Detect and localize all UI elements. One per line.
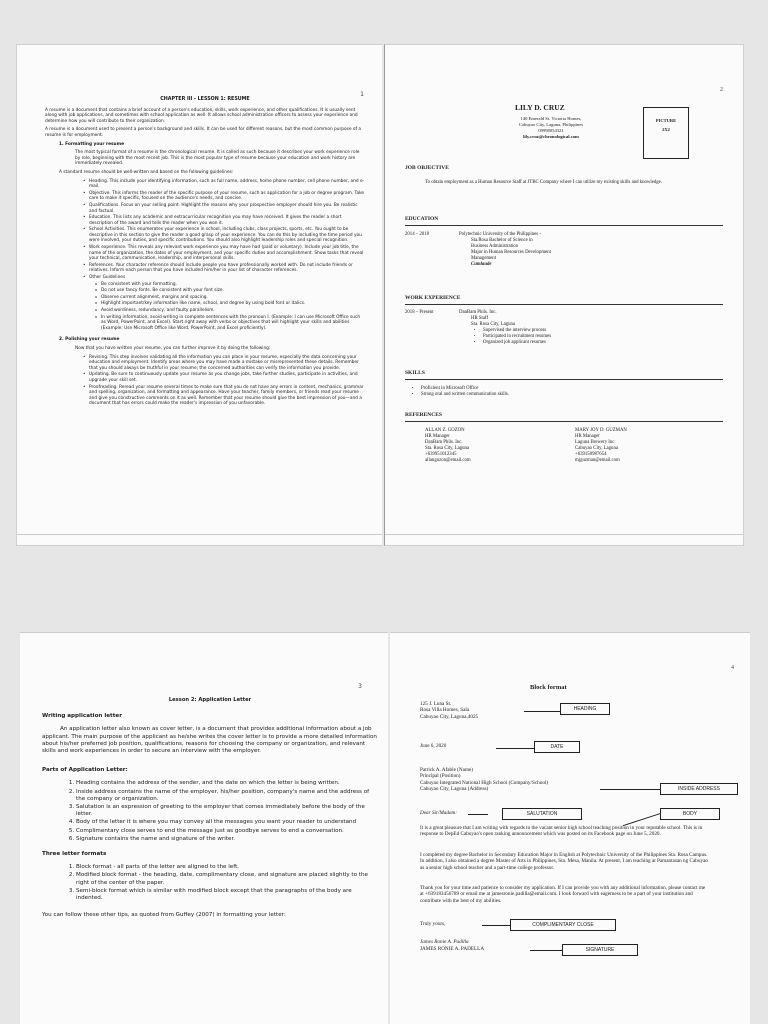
objective-text: To obtain employment as a Human Resource Staff at JTBC Company where I can utilize my existing skills and knowledge. [425, 180, 662, 185]
reference-line: Sta. Rosa City, Laguna [425, 446, 470, 451]
polishing-item: • Proofreading. Reread your resume several times to make sure that you do not have any errors in content, mechanics, grammar and spelling, organization, and formatting and appearance. Have your teacher, family members, or friends read your resume and give you constructive comments on it as well. Remember that your resume should give the best impression of you—and a document that has errors could make the reader's impression of you unfavorable. [89, 385, 365, 407]
skill-item: • Proficient in Microsoft Office [421, 386, 661, 392]
education-line: Sta.Rosa Bachelor of Science in [471, 238, 533, 243]
lesson-title: CHAPTER III - LESSON 1: RESUME [160, 97, 250, 102]
page-number: 2 [720, 87, 723, 93]
guideline-item: • Education. This lists any academic and extracurricular recognition you may have received. It gives the reader a short description of the award and tells the reader when you won it. [89, 215, 365, 226]
part-item: 5. Complimentary close serves to end the message just as goodbye serves to end a conversation. [76, 828, 378, 835]
heading-parts: Parts of Application Letter: [42, 767, 128, 774]
body-paragraph-3: Thank you for your time and patience to consider my application. If I can provide you with any additional information, please contact me at +639183456789 or email me at jamesronie.padilla@email.com. I look forward with eagerness to be a part of your institution and contribute with the best of my abilities. [420, 885, 706, 904]
heading-formats: Three letter formats [42, 851, 107, 858]
page-1-resume-lesson [16, 44, 382, 546]
education-details [459, 232, 659, 268]
parts-list [42, 780, 378, 843]
picture-box [643, 107, 689, 159]
reference-line: ALLAN Z. GOZON [425, 428, 465, 433]
reference-line: allangozon@email.com [425, 458, 471, 463]
reference-line: HR Manager [425, 434, 450, 439]
section-rule [405, 225, 723, 226]
page-divider [17, 534, 382, 535]
guidelines-intro: A standard resume should be well-written and based on the following guidelines: [59, 169, 234, 175]
inside-address-line: Cabuyao Integrated National High School (Company/School) [420, 779, 549, 786]
lesson-title: Lesson 2: Application Letter [168, 697, 252, 703]
inside-address-line: Patrick A. Afable (Name) [420, 767, 474, 773]
education-years: 2014 – 2018 [405, 232, 429, 237]
inside-address-line: Principal (Position) [420, 773, 461, 780]
page-2-sample-resume [384, 44, 744, 546]
education-line: Major in Human Resources Development [471, 250, 551, 255]
other-guideline-item: o Observe current alignment, margins and spacing. [101, 295, 365, 301]
body-paragraph-1: It is a great pleasure that I am writing with regards to the vacant senior high school teaching position in your reputable school. This is in response to DepEd Cabuyao's open ranking announcement which was posted on its Facebook page on June 5, 2020. [420, 825, 703, 838]
label-salutation: SALUTATION [502, 808, 582, 820]
resume-name: LILY D. CRUZ [515, 103, 565, 112]
work-years: 2018 – Present [405, 310, 434, 315]
reference-1 [425, 428, 545, 464]
sample-title: Block format [530, 684, 567, 691]
guideline-item: • Objective. This informs the reader of the specific purpose of your resume, such as application for a job or degree program. Take care to make it specific, focused on the audience's needs, and concise. [89, 191, 365, 202]
heading-writing-application-letter: Writing application letter [42, 713, 122, 720]
work-duties [459, 328, 659, 346]
page-3-application-letter-lesson [20, 632, 388, 1024]
work-line: DanBam Phils. Inc. [459, 310, 497, 315]
education-heading: EDUCATION [405, 216, 439, 222]
polishing-item: • Revising. This step involves validating all the information you can place in your resume, especially the data concerning your education and employment. Identify areas where you may have made a mistake or misrepresented these details. Remember that you should always be truthful in your resume; the concerned authorities can verify the information you provide. [89, 355, 365, 372]
address-line: 125 J. Luna St. [420, 701, 452, 707]
email: lily.cruz@chronological.com [523, 134, 579, 139]
page-number: 4 [731, 665, 734, 671]
body-paragraph-2: I completed my degree Bachelor in Secondary Education Major in English at Polytechnic University of the Philippines Sta. Rosa Campus. In addition, I also obtained a degree Master of Arts in Philippines, Sta. Mesa, Manila. At present, I am teaching at Pamantasan ng Cabuyao as a senior high school teacher and a part-time college professor. [420, 852, 708, 871]
guideline-item: • Qualifications. Focus on your selling point. Highlight the reasons why your prospective employer should hire you. Be realistic and factual. [89, 203, 365, 214]
page-divider [385, 534, 743, 535]
skills-heading: SKILLS [405, 370, 425, 376]
page-number: 1 [360, 91, 364, 98]
section-rule [405, 379, 723, 380]
education-line: Management [471, 256, 497, 261]
reference-line: HR Manager [575, 434, 600, 439]
address-line: Cabuyao City, Laguna, Philippines [518, 122, 584, 127]
address-line: 140 Emerald St. Victoria Homes, [520, 116, 582, 121]
connector-line [530, 950, 562, 951]
education-line: Polytechnic University of the Philippines - [459, 232, 541, 237]
part-item: 6. Signature contains the name and signature of the writer. [76, 836, 378, 843]
reference-2 [575, 428, 695, 464]
work-details [459, 310, 659, 346]
intro-paragraph-2: A resume is a document used to present a person's background and skills. It can be used for different reasons, but the most common purpose of a resume is for employment. [45, 127, 362, 138]
label-heading: HEADING [560, 703, 610, 715]
other-guideline-item: o Highlight important/key information like name, school, and degree by using bold font or italics. [101, 301, 365, 307]
phone: 09998054321 [538, 128, 564, 133]
polishing-item: • Updating. Be sure to continuously update your resume as you change jobs, take further studies, participate in activities, and upgrade your skill set. [89, 372, 365, 383]
other-guideline-item: o Avoid wordiness, redundancy, and faulty parallelism. [101, 308, 365, 314]
reference-line: Cabuyao City, Laguna [575, 446, 618, 451]
references-heading: REFERENCES [405, 412, 442, 418]
section-heading-polishing: 2. Polishing your resume [59, 337, 120, 343]
format-item: 3. Semi-block format which is similar with modified block except that the paragraphs of the body are indented. [76, 888, 378, 902]
other-guideline-item: o In writing information, avoid writing in complete sentences with the pronoun I. (Example: I can use Microsoft Office such as Word, PowerPoint, and Excel). Start right away with verbs or objectives that will highlight your skills and abilities (Example: Use Microsoft Office like Word, PowerPoint, and Excel proficiently). [101, 315, 365, 332]
resume-contact [491, 116, 611, 140]
label-date: DATE [534, 741, 580, 753]
reference-line: Laguna Brewery Inc [575, 440, 615, 445]
work-duty: • Organized job applicant resumes [483, 340, 659, 346]
section-rule [405, 304, 723, 305]
salutation: Dear Sir/Madam: [420, 810, 458, 816]
part-item: 3. Salutation is an expression of greeting to the employer that comes immediately before the body of the letter. [76, 804, 378, 818]
letter-date: June 6, 2020 [420, 743, 447, 749]
connector-line [600, 789, 660, 790]
inside-address-line: Cabuyao City, Laguna (Address) [420, 785, 489, 792]
connector-line [524, 711, 560, 712]
part-item: 4. Body of the letter it is where you may convey all the messages you want your reader to understand [76, 819, 378, 826]
reference-line: MARY JOY D. GUZMAN [575, 428, 627, 433]
sender-address [420, 701, 478, 720]
intro-paragraph: An application letter also known as cover letter, is a document that provides additional information about a job applicant. The main purpose of the applicant as he/she writes the cover letter is to provide a more detailed information about his/her preferred job position, qualifications, reasons for choosing the company or organization, and relevant skills and work experiences in order to secure an interview with the employer. [42, 726, 377, 755]
lesson-body [42, 697, 378, 927]
other-guidelines-list [45, 282, 365, 332]
section-heading-formatting: 1. Formatting your resume [59, 141, 125, 147]
guideline-item: • School Activities. This enumerates your experience in school, including clubs, class projects, sports, etc. You ought to be descriptive in this section to give the reader a good grasp of your experience. You can do this by including the time period you were involved, your duties, and specific contributions. You should also highlight leadership roles and special recognition. [89, 227, 365, 244]
label-complimentary-close: COMPLIMENTARY CLOSE [510, 919, 616, 931]
education-line: Business Administration [471, 244, 519, 249]
other-guideline-item: o Be consistent with your formatting. [101, 282, 365, 288]
work-line: Sta. Rosa City, Laguna [471, 322, 516, 327]
skills-list [411, 386, 661, 398]
skills-items [411, 386, 661, 398]
polishing-paragraph: Now that you have written your resume, you can further improve it by doing the following: [75, 345, 271, 351]
label-body: BODY [660, 808, 720, 820]
picture-size: 2X2 [662, 127, 670, 132]
connector-line [468, 814, 488, 815]
format-item: 2. Modified block format - the heading, date, complimentary close, and signature are placed slightly to the right of the center of the paper. [76, 872, 378, 886]
work-heading: WORK EXPERIENCE [405, 295, 461, 301]
guideline-list [45, 179, 365, 281]
page-4-block-format-sample [390, 632, 750, 1024]
section-rule [405, 421, 723, 422]
work-duty: • Participated in recruitment resumes [483, 334, 659, 340]
connector-line [496, 748, 534, 749]
reference-line: +639951012345 [425, 452, 457, 457]
guideline-item: • Other Guidelines [89, 275, 365, 281]
work-line: HR Staff [471, 316, 489, 321]
address-line: Rosa Villa Homes, Sala [420, 707, 470, 714]
complimentary-close: Truly yours, [420, 921, 446, 927]
part-item: 1. Heading contains the address of the sender, and the date on which the letter is being written. [76, 780, 378, 787]
polishing-list [45, 355, 365, 407]
guideline-item: • Heading. This include your identifying information, such as full name, address, home phone number, cell phone number, and e-mail. [89, 179, 365, 190]
printed-name: JAMES RONIE A. PADELLA [420, 946, 485, 952]
lesson-body [45, 97, 365, 408]
guideline-item: • Work experience. This reveals any relevant work experience you may have had (paid or voluntary). Include your job title, the name of the organization, the dates of your employment, and your specific duties and accomplishment. Show tasks that reveal your technical, communication, leadership, and interpersonal skills. [89, 245, 365, 262]
reference-line: DanBam Phils. Inc. [425, 440, 463, 445]
reference-line: mjguzman@email.com [575, 458, 620, 463]
picture-label: PICTURE [655, 118, 677, 123]
other-guideline-item: o Do not use fancy fonts. Be consistent with your font size. [101, 288, 365, 294]
objective-heading: JOB OBJECTIVE [405, 165, 449, 171]
format-item: 1. Block format - all parts of the letter are aligned to the left. [76, 864, 378, 871]
label-inside-address: INSIDE ADDRESS [660, 783, 738, 795]
guideline-item: • References. Your character reference should include people you have professionally worked with. Do not include friends or relatives. Inform each person that you have included him/her in your list of character references. [89, 263, 365, 274]
reference-line: +639150987654 [575, 452, 607, 457]
address-line: Cabuyao City, Laguna,4025 [420, 713, 479, 720]
label-signature: SIGNATURE [562, 944, 638, 956]
part-item: 2. Inside address contains the name of the employer, his/her position, company's name and the address of the company or organization. [76, 789, 378, 803]
skill-item: • Strong oral and written communication skills. [421, 392, 661, 398]
work-duty: • Supervised the interview process [483, 328, 659, 334]
tips-intro: You can follow these other tips, as quoted from Guffey (2007) in formatting your letter: [42, 912, 286, 919]
intro-paragraph-1: A resume is a document that contains a brief account of a person's education, skills, work experience, and other qualifications. It is usually sent along with job applications, and sometimes with school application as well. It allows school administration officers to assess your experience and determine how you will contribute to their organization. [45, 107, 358, 124]
formats-list [42, 864, 378, 902]
education-honor: Cumlaude [471, 262, 492, 267]
page-number: 3 [358, 683, 362, 690]
connector-line [482, 925, 510, 926]
handwritten-signature: James Ronie A. Padilla [420, 939, 469, 945]
formatting-paragraph: The most typical format of a resume is the chronological resume. It is called as such because it describes your work experience role by role, beginning with the most recent job. This is the most popular type of resume because your education and work history are immediately revealed. [75, 150, 360, 167]
